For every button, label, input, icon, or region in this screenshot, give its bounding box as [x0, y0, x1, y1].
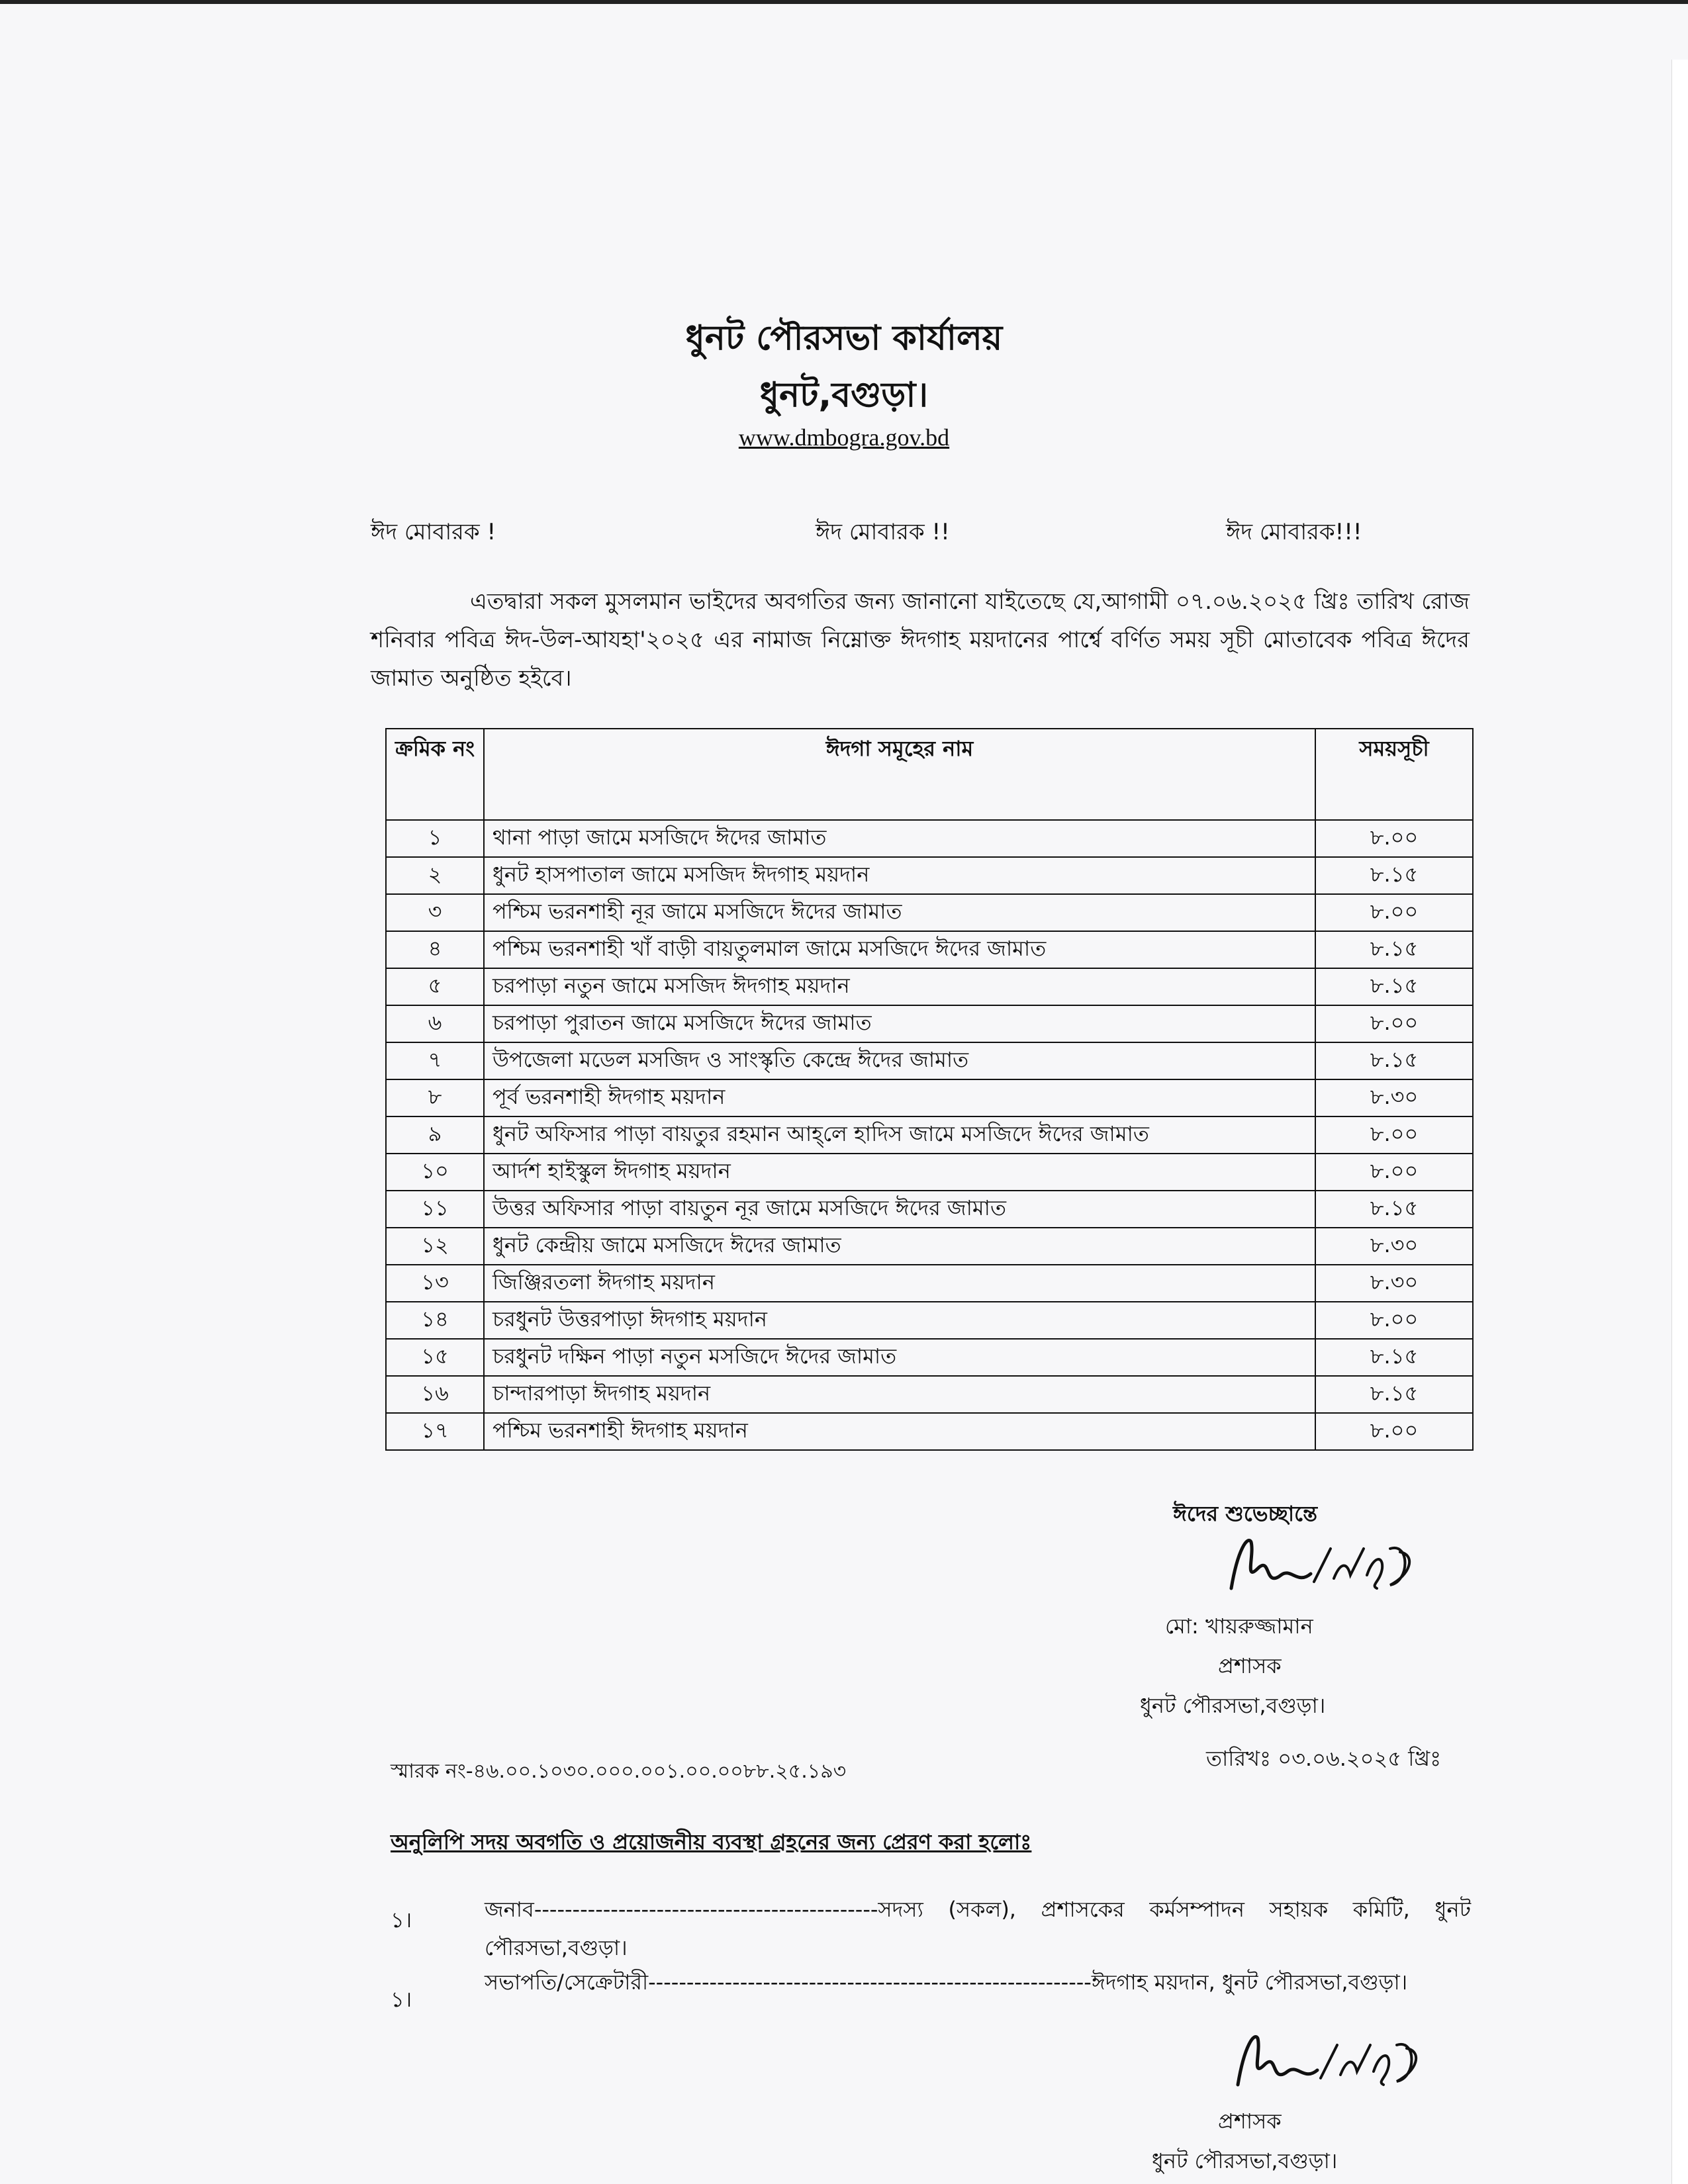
row-time: ৮.০০ — [1315, 1413, 1473, 1450]
table-row — [386, 1413, 1473, 1450]
row-time: ৮.০০ — [1315, 894, 1473, 931]
row-serial: ১৭ — [386, 1413, 484, 1450]
table-row — [386, 1116, 1473, 1154]
row-eidgah-name: চরপাড়া পুরাতন জামে মসজিদে ঈদের জামাত — [484, 1005, 1315, 1042]
table-row — [386, 1376, 1473, 1413]
row-time: ৮.১৫ — [1315, 1376, 1473, 1413]
row-serial: ১৩ — [386, 1265, 484, 1302]
row-time: ৮.১৫ — [1315, 857, 1473, 894]
handwritten-signature-1 — [1211, 1522, 1423, 1608]
row-serial: ১৪ — [386, 1302, 484, 1339]
row-eidgah-name: উপজেলা মডেল মসজিদ ও সাংস্কৃতি কেন্দ্রে ঈদের জামাত — [484, 1042, 1315, 1079]
row-eidgah-name: চরধুনট দক্ষিন পাড়া নতুন মসজিদে ঈদের জামাত — [484, 1339, 1315, 1376]
row-eidgah-name: থানা পাড়া জামে মসজিদে ঈদের জামাত — [484, 820, 1315, 857]
table-row — [386, 1302, 1473, 1339]
row-time: ৮.১৫ — [1315, 931, 1473, 968]
table-row — [386, 1191, 1473, 1228]
row-serial: ১০ — [386, 1154, 484, 1191]
row-eidgah-name: ধুনট অফিসার পাড়া বায়তুর রহমান আহ্‌লে হাদিস জামে মসজিদে ঈদের জামাত — [484, 1116, 1315, 1154]
recipient-2-number: ১। — [391, 1987, 412, 2012]
copy-to-heading: অনুলিপি সদয় অবগতি ও প্রয়োজনীয় ব্যবস্থা গ্রহনের জন্য প্রেরণ করা হলোঃ — [391, 1829, 1032, 1854]
row-time: ৮.৩০ — [1315, 1228, 1473, 1265]
row-eidgah-name: পশ্চিম ভরনশাহী ঈদগাহ ময়দান — [484, 1413, 1315, 1450]
row-eidgah-name: উত্তর অফিসার পাড়া বায়তুন নূর জামে মসজিদে ঈদের জামাত — [484, 1191, 1315, 1228]
header-eidgah-name: ঈদগা সমূহের নাম — [484, 729, 1315, 820]
row-serial: ৫ — [386, 968, 484, 1005]
recipient-1-number: ১। — [391, 1907, 412, 1933]
row-time: ৮.০০ — [1315, 1116, 1473, 1154]
row-serial: ১১ — [386, 1191, 484, 1228]
table-row — [386, 968, 1473, 1005]
row-eidgah-name: চরধুনট উত্তরপাড়া ঈদগাহ ময়দান — [484, 1302, 1315, 1339]
table-row — [386, 894, 1473, 931]
signatory-2-office: ধুনট পৌরসভা,বগুড়া। — [1152, 2148, 1338, 2173]
signatory-2-title: প্রশাসক — [1218, 2109, 1282, 2134]
row-time: ৮.১৫ — [1315, 1042, 1473, 1079]
row-eidgah-name: চান্দারপাড়া ঈদগাহ ময়দান — [484, 1376, 1315, 1413]
table-row — [386, 820, 1473, 857]
row-eidgah-name: জিঞ্জিরতলা ঈদগাহ ময়দান — [484, 1265, 1315, 1302]
intro-paragraph: এতদ্বারা সকল মুসলমান ভাইদের অবগতির জন্য জানানো যাইতেছে যে,আগামী ০৭.০৬.২০২৫ খ্রিঃ তারিখ রোজ শনিবার পবিত্র ঈদ-উল-আযহা'২০২৫ এর নামাজ নিম্নোক্ত ঈদগাহ ময়দানের পার্শ্বে বর্ণিত সময় সূচী মোতাবেক পবিত্র ঈদের জামাত অনুষ্ঠিত হইবে। — [371, 588, 1470, 692]
row-eidgah-name: পশ্চিম ভরনশাহী নূর জামে মসজিদে ঈদের জামাত — [484, 894, 1315, 931]
table-row — [386, 1154, 1473, 1191]
eid-schedule-table — [385, 728, 1474, 1451]
table-row — [386, 1228, 1473, 1265]
greeting-2: ঈদ মোবারক !! — [816, 519, 950, 545]
scan-top-edge — [0, 0, 1688, 4]
row-time: ৮.১৫ — [1315, 968, 1473, 1005]
row-eidgah-name: চরপাড়া নতুন জামে মসজিদ ঈদগাহ ময়দান — [484, 968, 1315, 1005]
row-serial: ১ — [386, 820, 484, 857]
row-time: ৮.০০ — [1315, 1302, 1473, 1339]
table-row — [386, 1265, 1473, 1302]
office-title: ধুনট পৌরসভা কার্যালয় — [685, 318, 1003, 358]
row-serial: ৭ — [386, 1042, 484, 1079]
row-time: ৮.৩০ — [1315, 1079, 1473, 1116]
greeting-1: ঈদ মোবারক ! — [371, 519, 496, 545]
table-body — [386, 820, 1473, 1450]
row-eidgah-name: পশ্চিম ভরনশাহী খাঁ বাড়ী বায়তুলমাল জামে মসজিদে ঈদের জামাত — [484, 931, 1315, 968]
handwritten-signature-2 — [1218, 2019, 1430, 2105]
row-eidgah-name: ধুনট কেন্দ্রীয় জামে মসজিদে ঈদের জামাত — [484, 1228, 1315, 1265]
table-header-row — [386, 729, 1473, 820]
recipient-2-text: সভাপতি/সেক্রেটারী----------------------------------------------------------ঈদগাহ ময়দান, ধুনট পৌরসভা,বগুড়া। — [485, 1970, 1408, 1995]
office-location: ধুনট,বগুড়া। — [759, 375, 929, 415]
row-serial: ৬ — [386, 1005, 484, 1042]
issue-date: তারিখঃ ০৩.০৬.২০২৫ খ্রিঃ — [1206, 1746, 1442, 1771]
row-time: ৮.৩০ — [1315, 1265, 1473, 1302]
row-serial: ৯ — [386, 1116, 484, 1154]
row-time: ৮.১৫ — [1315, 1339, 1473, 1376]
table-row — [386, 1042, 1473, 1079]
memo-number: স্মারক নং-৪৬.০০.১০৩০.০০০.০০১.০০.০০৮৮.২৫.১৯৩ — [391, 1760, 847, 1783]
header-time: সময়সূচী — [1315, 729, 1473, 820]
row-time: ৮.০০ — [1315, 1154, 1473, 1191]
table-row — [386, 1079, 1473, 1116]
row-serial: ৪ — [386, 931, 484, 968]
signatory-office: ধুনট পৌরসভা,বগুড়া। — [1140, 1693, 1326, 1718]
closing-greeting: ঈদের শুভেচ্ছান্তে — [1173, 1501, 1318, 1526]
row-time: ৮.০০ — [1315, 820, 1473, 857]
greeting-3: ঈদ মোবারক!!! — [1226, 519, 1362, 545]
signatory-name: মো: খায়রুজ্জামান — [1165, 1614, 1313, 1639]
header-serial: ক্রমিক নং — [386, 729, 484, 820]
table-row — [386, 1339, 1473, 1376]
table-row — [386, 857, 1473, 894]
row-eidgah-name: পূর্ব ভরনশাহী ঈদগাহ ময়দান — [484, 1079, 1315, 1116]
row-time: ৮.০০ — [1315, 1005, 1473, 1042]
row-eidgah-name: ধুনট হাসপাতাল জামে মসজিদ ঈদগাহ ময়দান — [484, 857, 1315, 894]
row-eidgah-name: আর্দশ হাইস্কুল ঈদগাহ ময়দান — [484, 1154, 1315, 1191]
row-time: ৮.১৫ — [1315, 1191, 1473, 1228]
row-serial: ২ — [386, 857, 484, 894]
table-row — [386, 1005, 1473, 1042]
signatory-title: প্রশাসক — [1218, 1653, 1282, 1678]
table-row — [386, 931, 1473, 968]
row-serial: ৮ — [386, 1079, 484, 1116]
website-link[interactable]: www.dmbogra.gov.bd — [738, 424, 950, 451]
row-serial: ১২ — [386, 1228, 484, 1265]
row-serial: ৩ — [386, 894, 484, 931]
recipient-1-text: জনাব---------------------------------------------সদস্য (সকল), প্রশাসকের কর্মসম্পাদন সহায়ক কমিটি, ধুনট পৌরসভা,বগুড়া। — [485, 1897, 1471, 1960]
row-serial: ১৫ — [386, 1339, 484, 1376]
row-serial: ১৬ — [386, 1376, 484, 1413]
